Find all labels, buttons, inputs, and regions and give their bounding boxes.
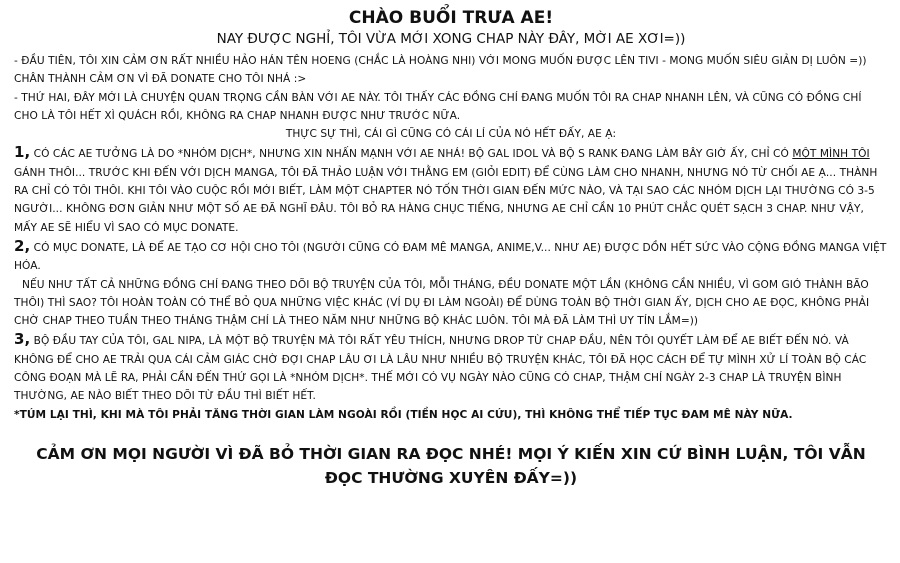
reason-2-text: CÓ MỤC DONATE, LÀ ĐỂ AE TẠO CƠ HỘI CHO TÔI (NGƯỜI CŨNG CÓ ĐAM MÊ MANGA, ANIME,V... NHƯ AE) ĐƯỢC DỒN HẾT SỨC VÀO CỘNG ĐỒNG MANGA VIỆT HÓA. bbox=[14, 241, 887, 273]
reason-1-paragraph bbox=[14, 143, 888, 236]
reason-3-number: 3, bbox=[14, 330, 31, 349]
reason-1-underlined: MỘT MÌNH TÔI bbox=[792, 148, 870, 161]
second-point-paragraph: - THỨ HAI, ĐÂY MỚI LÀ CHUYỆN QUAN TRỌNG CẦN BÀN VỚI AE NÀY. TÔI THẤY CÁC ĐỒNG CHÍ ĐANG MUỐN TÔI RA CHAP NHANH LÊN, VÀ CŨNG CÓ ĐỒNG CHÍ CHO LÀ TÔI HẾT XÌ QUÁCH RỒI, KHÔNG RA CHAP NHANH ĐƯỢC NHƯ TRƯỚC NỮA. bbox=[14, 91, 862, 122]
summary-paragraph: *TÚM LẠI THÌ, KHI MÀ TÔI PHẢI TĂNG THỜI GIAN LÀM NGOÀI RỒI (TIỀN HỌC AI CỨU), THÌ KHÔNG THỂ TIẾP TỤC ĐAM MÊ NÀY NỮA. bbox=[14, 408, 793, 421]
reason-1-text-b: GÁNH THÔI... TRƯỚC KHI ĐẾN VỚI DỊCH MANGA, TÔI ĐÃ THẢO LUẬN VỚI THẰNG EM (GIỎI EDIT) ĐỂ CÙNG LÀM CHO NHANH, NHƯNG NÓ TỪ CHỐI AE Ạ... THÀNH RA CHỈ CÓ TÔI THÔI. KHI TÔI VÀO CUỘC RỒI MỚI BIẾT, LÀM MỘT CHAPTER NÓ TỐN THỜI GIAN ĐẾN MỨC NÀO, VÀ TẠI SAO CÁC NHÓM DỊCH LẠI THƯỜNG CÓ 3-5 NGƯỜI... KHÔNG ĐƠN GIẢN NHƯ MỘT SỐ AE ĐÃ NGHĨ ĐÂU. TÔI BỎ RA HÀNG CHỤC TIẾNG, NHƯNG AE CHỈ CẦN 10 PHÚT CHẮC QUÉT SẠCH 3 CHAP. NHƯ VẬY, MẤY AE SẼ HIỂU VÌ SAO CÓ MỤC DONATE. bbox=[14, 166, 878, 234]
reason-2-number: 2, bbox=[14, 236, 31, 255]
closing-message: CẢM ƠN MỌI NGƯỜI VÌ ĐÃ BỎ THỜI GIAN RA ĐỌC NHÉ! MỌI Ý KIẾN XIN CỨ BÌNH LUẬN, TÔI VẪN ĐỌC THƯỜNG XUYÊN ĐẤY=)) bbox=[36, 444, 866, 487]
reason-3-text: BỘ ĐẦU TAY CỦA TÔI, GAL NIPA, LÀ MỘT BỘ TRUYỆN MÀ TÔI RẤT YÊU THÍCH, NHƯNG DROP TỪ CHAP ĐẦU, NÊN TÔI QUYẾT LÀM ĐỂ AE BIẾT ĐẾN NÓ. VÀ KHÔNG ĐỂ CHO AE TRẢI QUA CÁI CẢM GIÁC CHỜ ĐỢI CHAP LÂU ƠI LÀ LÂU NHƯ NHIỀU BỘ TRUYỆN KHÁC, TÔI ĐÃ HỌC CÁCH ĐỂ TỰ MÌNH XỬ LÍ TOÀN BỘ CÁC CÔNG ĐOẠN MÀ LẼ RA, PHẢI CẦN ĐẾN THỨ GỌI LÀ *NHÓM DỊCH*. THẾ MỚI CÓ VỤ NGÀY NÀO CŨNG CÓ CHAP, THẬM CHÍ NGÀY 2-3 CHAP LÀ TRUYỆN BÌNH THƯỜNG, AE NÀO BIẾT THEO DÕI TỪ ĐẦU THÌ BIẾT HẾT. bbox=[14, 335, 867, 403]
page-subtitle: NAY ĐƯỢC NGHỈ, TÔI VỪA MỚI XONG CHAP NÀY ĐÂY, MỜI AE XƠI=)) bbox=[216, 31, 686, 47]
reason-intro: THỰC SỰ THÌ, CÁI GÌ CŨNG CÓ CÁI LÍ CỦA NÓ HẾT ĐẤY, AE Ạ: bbox=[285, 128, 617, 141]
reason-1-number: 1, bbox=[14, 143, 31, 162]
reason-2b-paragraph: NẾU NHƯ TẤT CẢ NHỮNG ĐỒNG CHÍ ĐANG THEO DÕI BỘ TRUYỆN CỦA TÔI, MỖI THÁNG, ĐỀU DONATE MỘT LẦN (KHÔNG CẦN NHIỀU, VÌ GOM GIÓ THÀNH BÃO THÔI) THÌ SAO? TÔI HOÀN TOÀN CÓ THỂ BỎ QUA NHỮNG VIỆC KHÁC (VÍ DỤ ĐI LÀM NGOÀI) ĐỂ DÙNG TOÀN BỘ THỜI GIAN ẤY, DỊCH CHO AE ĐỌC, KHÔNG PHẢI CHỜ CHAP THEO TUẦN THEO THÁNG THẬM CHÍ LÀ THEO NĂM NHƯ NHỮNG BỘ KHÁC LUÔN. TÔI MÀ ĐÃ LÀM THÌ UY TÍN LẮM=)) bbox=[14, 278, 870, 328]
reason-1-text-a: CÓ CÁC AE TƯỞNG LÀ DO *NHÓM DỊCH*, NHƯNG XIN NHẤN MẠNH VỚI AE NHÁ! BỘ GAL IDOL VÀ BỘ S RANK ĐANG LÀM BÂY GIỜ ẤY, CHỈ CÓ bbox=[30, 148, 793, 161]
page-title: CHÀO BUỔI TRƯA AE! bbox=[348, 8, 554, 28]
reason-3-paragraph bbox=[14, 330, 888, 405]
thanks-paragraph: - ĐẦU TIÊN, TÔI XIN CẢM ƠN RẤT NHIỀU HẢO HÁN TÊN HOENG (CHẮC LÀ HOÀNG NHI) VỚI MONG MUỐN ĐƯỢC LÊN TIVI - MONG MUỐN SIÊU GIẢN DỊ LUÔN =)) CHÂN THÀNH CẢM ƠN VÌ ĐÃ DONATE CHO TÔI NHÁ :> bbox=[14, 55, 867, 86]
reason-2-paragraph bbox=[14, 237, 888, 276]
